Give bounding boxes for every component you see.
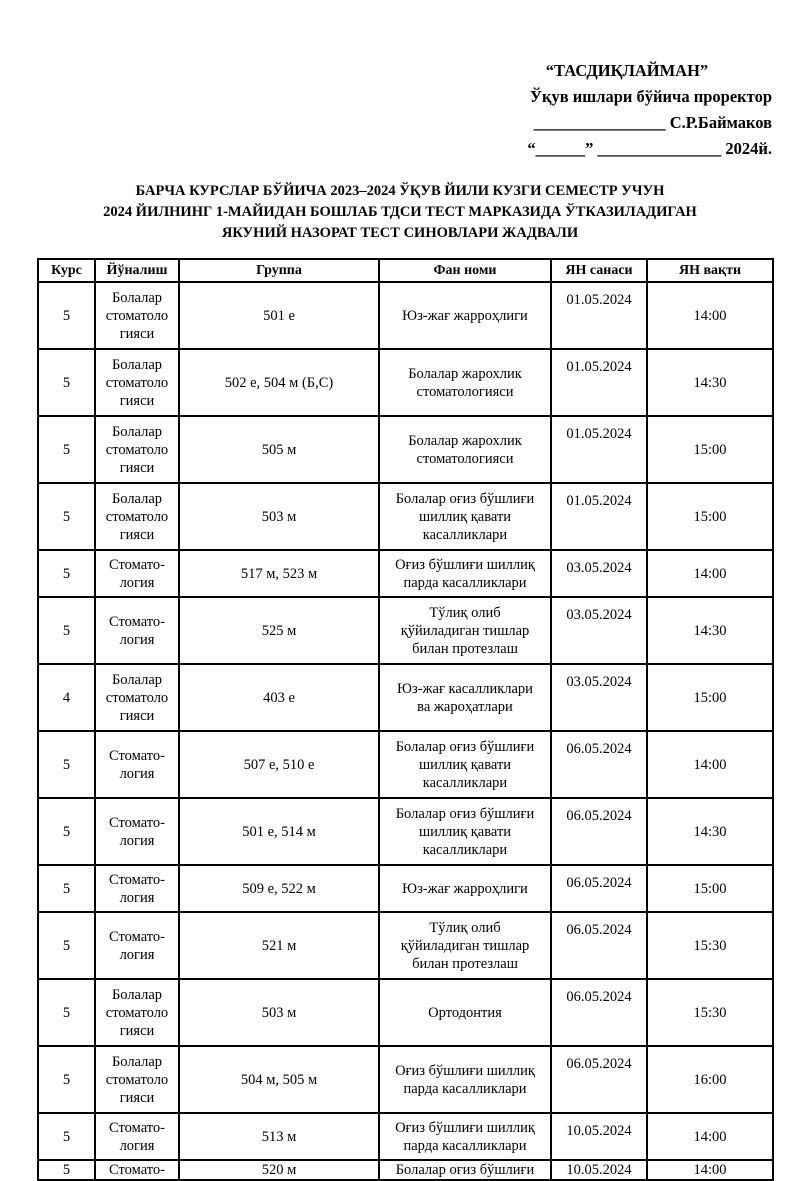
subject-cell-line: Болалар оғиз бўшлиғи bbox=[395, 490, 535, 507]
exam-time-cell: 14:30 bbox=[647, 349, 773, 416]
exam-date-cell: 06.05.2024 bbox=[551, 798, 647, 865]
direction-cell bbox=[95, 798, 179, 865]
exam-date-cell: 06.05.2024 bbox=[551, 1046, 647, 1113]
subject-cell-line: парда касалликлари bbox=[403, 1080, 527, 1097]
course-cell: 5 bbox=[38, 282, 95, 349]
table-header-row bbox=[38, 259, 773, 282]
direction-cell-line: Стомато- bbox=[109, 613, 165, 630]
approval-block bbox=[452, 58, 772, 162]
subject-cell bbox=[379, 416, 551, 483]
subject-cell bbox=[379, 550, 551, 597]
table-row bbox=[38, 865, 773, 912]
direction-cell-line: Болалар bbox=[111, 490, 163, 507]
direction-cell bbox=[95, 550, 179, 597]
direction-cell bbox=[95, 664, 179, 731]
direction-cell-line: Болалар bbox=[111, 356, 163, 373]
direction-cell-line: стоматоло bbox=[105, 307, 169, 324]
exam-date-cell: 01.05.2024 bbox=[551, 483, 647, 550]
exam-date-cell: 06.05.2024 bbox=[551, 731, 647, 798]
subject-cell-line: касалликлари bbox=[422, 526, 508, 543]
direction-cell-line: стоматоло bbox=[105, 441, 169, 458]
direction-cell-line: логия bbox=[119, 889, 155, 906]
direction-cell bbox=[95, 282, 179, 349]
direction-cell-line: Стомато- bbox=[109, 814, 165, 831]
subject-cell-line: Оғиз бўшлиғи шиллиқ bbox=[395, 556, 535, 573]
subject-cell-line: шиллиқ қавати bbox=[418, 508, 512, 525]
direction-cell-line: гияси bbox=[119, 459, 155, 476]
table-body bbox=[38, 282, 773, 1180]
group-cell: 403 е bbox=[179, 664, 379, 731]
direction-cell-line: Болалар bbox=[111, 986, 163, 1003]
direction-cell-line: стоматоло bbox=[105, 374, 169, 391]
course-cell: 5 bbox=[38, 483, 95, 550]
direction-cell-line: Стомато- bbox=[109, 871, 165, 888]
exam-time-cell: 14:00 bbox=[647, 1113, 773, 1160]
header-exam-time: ЯН вақти bbox=[647, 259, 773, 282]
subject-cell-line: Болалар оғиз бўшлиғи bbox=[395, 738, 535, 755]
subject-cell-line: Юз-жағ жарроҳлиги bbox=[402, 307, 528, 324]
direction-cell-line: гияси bbox=[119, 707, 155, 724]
header-direction: Йўналиш bbox=[95, 259, 179, 282]
header-subject: Фан номи bbox=[379, 259, 551, 282]
table-row bbox=[38, 416, 773, 483]
approval-title: “ТАСДИҚЛАЙМАН” bbox=[545, 61, 709, 80]
table-row bbox=[38, 349, 773, 416]
course-cell: 4 bbox=[38, 664, 95, 731]
direction-cell-line: стоматоло bbox=[105, 1071, 169, 1088]
group-cell: 501 е bbox=[179, 282, 379, 349]
course-cell: 5 bbox=[38, 349, 95, 416]
direction-cell bbox=[95, 483, 179, 550]
direction-cell-line: логия bbox=[119, 946, 155, 963]
group-cell: 505 м bbox=[179, 416, 379, 483]
subject-cell-line: Болалар жарохлик bbox=[408, 365, 522, 382]
table-row bbox=[38, 483, 773, 550]
subject-cell bbox=[379, 912, 551, 979]
exam-time-cell: 14:00 bbox=[647, 731, 773, 798]
exam-time-cell: 16:00 bbox=[647, 1046, 773, 1113]
course-cell: 5 bbox=[38, 597, 95, 664]
course-cell: 5 bbox=[38, 865, 95, 912]
subject-cell bbox=[379, 1113, 551, 1160]
group-cell: 502 е, 504 м (Б,С) bbox=[179, 349, 379, 416]
direction-cell bbox=[95, 912, 179, 979]
direction-cell-line: гияси bbox=[119, 325, 155, 342]
exam-date-cell: 10.05.2024 bbox=[551, 1160, 647, 1180]
exam-time-cell: 14:00 bbox=[647, 282, 773, 349]
direction-cell-line: гияси bbox=[119, 392, 155, 409]
group-cell: 504 м, 505 м bbox=[179, 1046, 379, 1113]
direction-cell-line: гияси bbox=[119, 526, 155, 543]
direction-cell-line: Стомато- bbox=[109, 747, 165, 764]
direction-cell-line: Болалар bbox=[111, 423, 163, 440]
subject-cell-line: шиллиқ қавати bbox=[418, 756, 512, 773]
direction-cell-line: Болалар bbox=[111, 1053, 163, 1070]
exam-date-cell: 01.05.2024 bbox=[551, 282, 647, 349]
exam-date-cell: 01.05.2024 bbox=[551, 416, 647, 483]
heading-line-3: ЯКУНИЙ НАЗОРАТ ТЕСТ СИНОВЛАРИ ЖАДВАЛИ bbox=[221, 225, 579, 241]
exam-time-cell: 14:00 bbox=[647, 550, 773, 597]
direction-cell-line: стоматоло bbox=[105, 1004, 169, 1021]
direction-cell-line: логия bbox=[119, 765, 155, 782]
header-group: Группа bbox=[179, 259, 379, 282]
subject-cell bbox=[379, 349, 551, 416]
exam-date-cell: 10.05.2024 bbox=[551, 1113, 647, 1160]
exam-date-cell: 03.05.2024 bbox=[551, 664, 647, 731]
direction-cell bbox=[95, 597, 179, 664]
course-cell: 5 bbox=[38, 1113, 95, 1160]
direction-cell-line: Болалар bbox=[111, 289, 163, 306]
approval-position: Ўқув ишлари бўйича проректор bbox=[529, 87, 772, 106]
table-row bbox=[38, 979, 773, 1046]
approval-signature-line: ________________ С.Р.Баймаков bbox=[533, 113, 772, 132]
table-row bbox=[38, 282, 773, 349]
exam-date-cell: 01.05.2024 bbox=[551, 349, 647, 416]
heading-line-2: 2024 ЙИЛНИНГ 1-МАЙИДАН БОШЛАБ ТДСИ ТЕСТ МАРКАЗИДА ЎТКАЗИЛАДИГАН bbox=[103, 204, 697, 220]
exam-date-cell: 06.05.2024 bbox=[551, 865, 647, 912]
subject-cell bbox=[379, 597, 551, 664]
subject-cell-line: стоматологияси bbox=[416, 383, 514, 400]
subject-cell-line: стоматологияси bbox=[416, 450, 514, 467]
direction-cell bbox=[95, 1046, 179, 1113]
subject-cell-line: парда касалликлари bbox=[403, 574, 527, 591]
subject-cell-line: Болалар оғиз бўшлиғи bbox=[395, 805, 535, 822]
approval-date-line: “______” _______________ 2024й. bbox=[527, 139, 772, 158]
exam-date-cell: 06.05.2024 bbox=[551, 912, 647, 979]
subject-cell-line: Тўлиқ олиб bbox=[429, 919, 501, 936]
subject-cell-line: Тўлиқ олиб bbox=[429, 604, 501, 621]
group-cell: 521 м bbox=[179, 912, 379, 979]
header-exam-date: ЯН санаси bbox=[551, 259, 647, 282]
subject-cell-line: Оғиз бўшлиғи шиллиқ bbox=[395, 1062, 535, 1079]
subject-cell-line: шиллиқ қавати bbox=[418, 823, 512, 840]
subject-cell bbox=[379, 1160, 551, 1180]
course-cell: 5 bbox=[38, 912, 95, 979]
table-row bbox=[38, 1046, 773, 1113]
document-heading bbox=[30, 181, 770, 244]
direction-cell-line: логия bbox=[119, 574, 155, 591]
subject-cell bbox=[379, 1046, 551, 1113]
direction-cell-line: Стомато- bbox=[109, 1119, 165, 1136]
direction-cell bbox=[95, 979, 179, 1046]
direction-cell-line: логия bbox=[119, 1137, 155, 1154]
subject-cell-line: Юз-жағ касалликлари bbox=[397, 680, 533, 697]
direction-cell-line: стоматоло bbox=[105, 508, 169, 525]
table-row bbox=[38, 912, 773, 979]
exam-time-cell: 14:00 bbox=[647, 1160, 773, 1180]
subject-cell-line: ва жароҳатлари bbox=[417, 698, 513, 715]
group-cell: 509 е, 522 м bbox=[179, 865, 379, 912]
group-cell: 503 м bbox=[179, 483, 379, 550]
subject-cell-line: билан протезлаш bbox=[412, 640, 518, 657]
subject-cell bbox=[379, 798, 551, 865]
direction-cell-line: гияси bbox=[119, 1022, 155, 1039]
group-cell: 525 м bbox=[179, 597, 379, 664]
table-row bbox=[38, 1113, 773, 1160]
subject-cell bbox=[379, 865, 551, 912]
exam-time-cell: 15:30 bbox=[647, 979, 773, 1046]
subject-cell-line: Болалар оғиз бўшлиғи bbox=[395, 1162, 535, 1178]
direction-cell bbox=[95, 416, 179, 483]
course-cell: 5 bbox=[38, 1046, 95, 1113]
table-row bbox=[38, 550, 773, 597]
exam-time-cell: 15:00 bbox=[647, 483, 773, 550]
subject-cell-line: қўйиладиган тишлар bbox=[400, 937, 530, 954]
direction-cell bbox=[95, 1113, 179, 1160]
table-row bbox=[38, 597, 773, 664]
group-cell: 517 м, 523 м bbox=[179, 550, 379, 597]
direction-cell-line: логия bbox=[119, 631, 155, 648]
subject-cell bbox=[379, 483, 551, 550]
table-row bbox=[38, 798, 773, 865]
subject-cell-line: касалликлари bbox=[422, 841, 508, 858]
subject-cell bbox=[379, 282, 551, 349]
direction-cell-line: гияси bbox=[119, 1089, 155, 1106]
subject-cell-line: парда касалликлари bbox=[403, 1137, 527, 1154]
subject-cell-line: Оғиз бўшлиғи шиллиқ bbox=[395, 1119, 535, 1136]
table-row bbox=[38, 664, 773, 731]
group-cell: 507 е, 510 е bbox=[179, 731, 379, 798]
exam-time-cell: 14:30 bbox=[647, 597, 773, 664]
table-row bbox=[38, 731, 773, 798]
heading-line-1: БАРЧА КУРСЛАР БЎЙИЧА 2023–2024 ЎҚУВ ЙИЛИ КУЗГИ СЕМЕСТР УЧУН bbox=[135, 183, 665, 199]
exam-date-cell: 06.05.2024 bbox=[551, 979, 647, 1046]
direction-cell-line: стоматоло bbox=[105, 689, 169, 706]
subject-cell-line: касалликлари bbox=[422, 774, 508, 791]
subject-cell-line: қўйиладиган тишлар bbox=[400, 622, 530, 639]
subject-cell bbox=[379, 979, 551, 1046]
direction-cell-line: логия bbox=[119, 832, 155, 849]
group-cell: 501 е, 514 м bbox=[179, 798, 379, 865]
course-cell: 5 bbox=[38, 1160, 95, 1180]
exam-time-cell: 14:30 bbox=[647, 798, 773, 865]
group-cell: 503 м bbox=[179, 979, 379, 1046]
course-cell: 5 bbox=[38, 550, 95, 597]
exam-time-cell: 15:00 bbox=[647, 865, 773, 912]
direction-cell-line: Болалар bbox=[111, 671, 163, 688]
exam-time-cell: 15:00 bbox=[647, 416, 773, 483]
course-cell: 5 bbox=[38, 731, 95, 798]
direction-cell-line: Стомато- bbox=[109, 1162, 165, 1178]
course-cell: 5 bbox=[38, 798, 95, 865]
subject-cell-line: Болалар жарохлик bbox=[408, 432, 522, 449]
subject-cell bbox=[379, 731, 551, 798]
exam-time-cell: 15:30 bbox=[647, 912, 773, 979]
direction-cell-line: Стомато- bbox=[109, 928, 165, 945]
subject-cell-line: Ортодонтия bbox=[428, 1004, 502, 1021]
direction-cell-line: Стомато- bbox=[109, 556, 165, 573]
direction-cell bbox=[95, 1160, 179, 1180]
header-course: Курс bbox=[38, 259, 95, 282]
exam-schedule-table bbox=[37, 258, 774, 1181]
group-cell: 513 м bbox=[179, 1113, 379, 1160]
subject-cell bbox=[379, 664, 551, 731]
exam-date-cell: 03.05.2024 bbox=[551, 550, 647, 597]
exam-time-cell: 15:00 bbox=[647, 664, 773, 731]
subject-cell-line: билан протезлаш bbox=[412, 955, 518, 972]
course-cell: 5 bbox=[38, 416, 95, 483]
direction-cell bbox=[95, 349, 179, 416]
direction-cell bbox=[95, 731, 179, 798]
subject-cell-line: Юз-жағ жарроҳлиги bbox=[402, 880, 528, 897]
direction-cell bbox=[95, 865, 179, 912]
table-row bbox=[38, 1160, 773, 1180]
group-cell: 520 м bbox=[179, 1160, 379, 1180]
course-cell: 5 bbox=[38, 979, 95, 1046]
exam-date-cell: 03.05.2024 bbox=[551, 597, 647, 664]
